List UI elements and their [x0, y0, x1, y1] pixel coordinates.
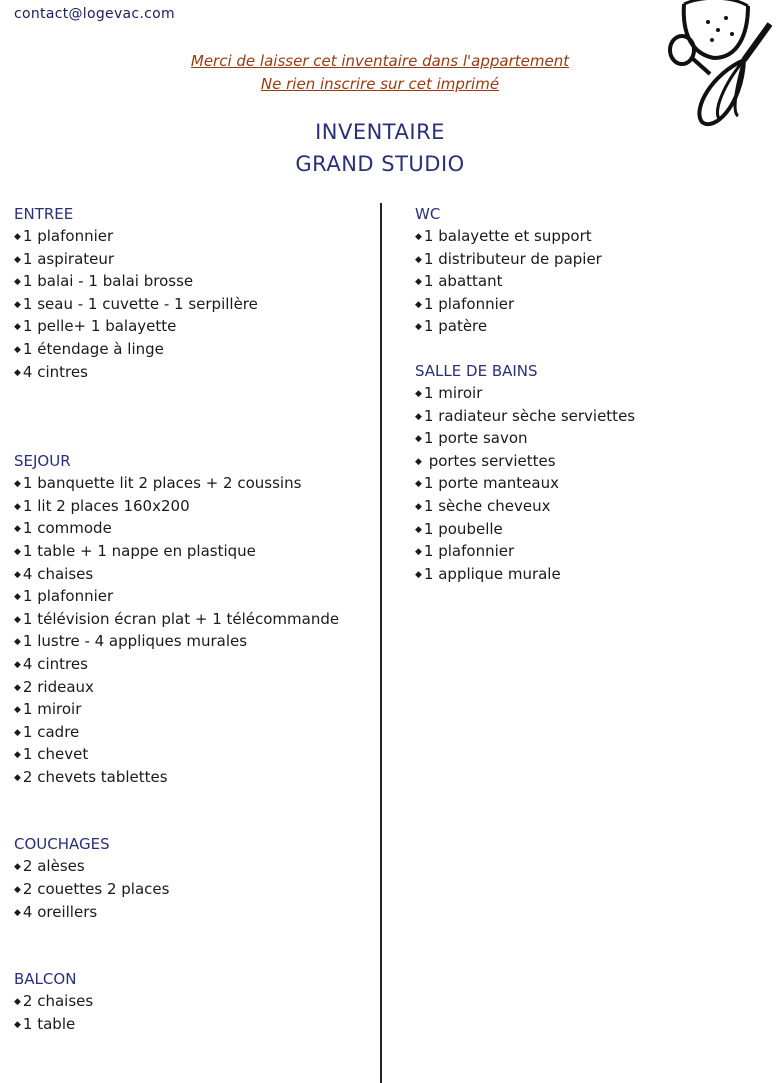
- list-item: [14, 653, 374, 676]
- list-item: [14, 585, 374, 608]
- section-title: WC: [415, 205, 441, 223]
- section-title: SEJOUR: [14, 452, 71, 471]
- list-item: [14, 315, 374, 338]
- list-item: [415, 382, 775, 405]
- list-item: [14, 293, 374, 316]
- list-item-text: 1 radiateur sèche serviettes: [423, 406, 636, 425]
- bullet-icon: ◆: [14, 682, 21, 693]
- list-item: [14, 540, 374, 563]
- bullet-icon: ◆: [14, 299, 21, 310]
- list-item: [415, 472, 775, 495]
- bullet-icon: ◆: [14, 907, 21, 918]
- list-item-text: 4 cintres: [22, 654, 88, 673]
- list-item: [14, 472, 374, 495]
- bullet-icon: ◆: [415, 388, 422, 399]
- list-item-text: 1 distributeur de papier: [423, 249, 602, 268]
- bullet-icon: ◆: [415, 501, 422, 512]
- bullet-icon: ◆: [14, 546, 21, 557]
- bullet-icon: ◆: [14, 501, 21, 512]
- bowl-whisk-icon: [662, 0, 781, 129]
- list-item-text: 1 pelle+ 1 balayette: [22, 317, 177, 336]
- list-item-text: 1 banquette lit 2 places + 2 coussins: [22, 474, 302, 493]
- list-item-text: 1 cadre: [22, 722, 80, 741]
- list-item: [415, 540, 775, 563]
- list-item: [14, 901, 374, 924]
- list-item: [14, 225, 374, 248]
- bullet-icon: ◆: [415, 547, 422, 558]
- section-balcon: [14, 968, 374, 1035]
- bullet-icon: ◆: [415, 232, 422, 242]
- notice-keep-inventory: Merci de laisser cet inventaire dans l'appartement: [190, 52, 570, 70]
- list-item: [415, 293, 775, 316]
- section-title: BALCON: [14, 970, 77, 989]
- bullet-icon: ◆: [415, 479, 422, 490]
- list-item: [415, 450, 775, 473]
- list-item: [14, 495, 374, 518]
- list-item-text: 2 chaises: [22, 992, 94, 1011]
- list-item: [14, 676, 374, 699]
- page-title: INVENTAIRE: [315, 120, 445, 144]
- bullet-icon: ◆: [415, 411, 422, 422]
- page-subtitle: GRAND STUDIO: [295, 152, 465, 176]
- list-item-text: 2 rideaux: [22, 677, 94, 696]
- list-item: [415, 225, 775, 248]
- bullet-icon: ◆: [14, 254, 21, 265]
- left-column: [14, 203, 374, 1035]
- list-item: [415, 518, 775, 541]
- right-column: [415, 203, 775, 585]
- list-item: [14, 608, 374, 631]
- bullet-icon: ◆: [14, 322, 21, 333]
- list-item: [14, 1013, 374, 1036]
- list-item-text: 1 poubelle: [423, 519, 503, 538]
- bullet-icon: ◆: [14, 862, 21, 873]
- bullet-icon: ◆: [415, 434, 422, 445]
- list-item: [14, 248, 374, 271]
- list-item: [14, 630, 374, 653]
- list-item: [14, 563, 374, 586]
- list-item-text: 1 plafonnier: [22, 227, 114, 245]
- list-item-text: 4 oreillers: [22, 902, 98, 921]
- list-item-text: 1 aspirateur: [22, 249, 115, 268]
- bullet-icon: ◆: [14, 344, 21, 355]
- list-item-text: 1 table + 1 nappe en plastique: [22, 541, 256, 560]
- section-sejour: [14, 450, 374, 788]
- list-item-text: 1 abattant: [423, 272, 503, 291]
- list-item: [14, 855, 374, 878]
- list-item: [415, 248, 775, 271]
- list-item-text: 1 table: [22, 1014, 76, 1033]
- bullet-icon: ◆: [14, 479, 21, 490]
- bullet-icon: ◆: [14, 997, 21, 1008]
- list-item-text: 2 alèses: [22, 857, 85, 876]
- list-item: [415, 427, 775, 450]
- bullet-icon: ◆: [415, 524, 422, 535]
- list-item-text: 1 commode: [22, 519, 112, 538]
- bullet-icon: ◆: [14, 592, 21, 603]
- list-item: [14, 517, 374, 540]
- list-item: [415, 495, 775, 518]
- section-title: ENTREE: [14, 205, 74, 223]
- bullet-icon: ◆: [14, 614, 21, 625]
- bullet-icon: ◆: [415, 299, 422, 310]
- list-item: [415, 270, 775, 293]
- list-item: [14, 338, 374, 361]
- bullet-icon: ◆: [14, 772, 21, 783]
- bullet-icon: ◆: [415, 254, 422, 265]
- list-item-text: 1 chevet: [22, 745, 89, 764]
- list-item: [14, 878, 374, 901]
- bullet-icon: ◆: [14, 727, 21, 738]
- section-entree: [14, 203, 374, 383]
- list-item: [14, 270, 374, 293]
- list-item: [415, 405, 775, 428]
- bullet-icon: ◆: [415, 322, 422, 333]
- bullet-icon: ◆: [14, 569, 21, 580]
- list-item-text: 1 plafonnier: [423, 294, 515, 313]
- bullet-icon: ◆: [14, 885, 21, 896]
- contact-email: contact@logevac.com: [14, 6, 175, 22]
- list-item-text: 1 patère: [423, 317, 488, 336]
- list-item-text: 1 seau - 1 cuvette - 1 serpillère: [22, 294, 258, 313]
- bullet-icon: ◆: [415, 277, 422, 288]
- bullet-icon: ◆: [14, 277, 21, 288]
- list-item-text: 1 lustre - 4 appliques murales: [22, 632, 248, 651]
- bullet-icon: ◆: [415, 456, 422, 467]
- list-item: [14, 361, 374, 384]
- list-item-text: 1 balayette et support: [423, 227, 592, 245]
- bullet-icon: ◆: [14, 750, 21, 761]
- list-item: [14, 698, 374, 721]
- list-item-text: 1 étendage à linge: [22, 339, 164, 358]
- list-item-text: 1 porte savon: [423, 429, 528, 448]
- section-title: COUCHAGES: [14, 835, 110, 854]
- section-couchages: [14, 833, 374, 923]
- bullet-icon: ◆: [14, 705, 21, 716]
- bullet-icon: ◆: [415, 569, 422, 580]
- notice-do-not-write: Ne rien inscrire sur cet imprimé: [260, 75, 500, 93]
- bullet-icon: ◆: [14, 232, 21, 242]
- list-item-text: 2 chevets tablettes: [22, 767, 168, 786]
- list-item-text: 4 cintres: [22, 362, 88, 381]
- bullet-icon: ◆: [14, 659, 21, 670]
- list-item-text: 1 sèche cheveux: [423, 496, 551, 515]
- list-item: [14, 766, 374, 789]
- list-item-text: 1 lit 2 places 160x200: [22, 496, 190, 515]
- list-item: [14, 743, 374, 766]
- list-item-text: 1 applique murale: [423, 564, 561, 583]
- list-item-text: portes serviettes: [423, 451, 556, 470]
- section-salle-de-bains: [415, 360, 775, 585]
- list-item-text: 4 chaises: [22, 564, 94, 583]
- bullet-icon: ◆: [14, 524, 21, 535]
- list-item: [14, 721, 374, 744]
- list-item-text: 1 miroir: [423, 383, 483, 402]
- list-item-text: 1 miroir: [22, 700, 82, 719]
- list-item-text: 2 couettes 2 places: [22, 880, 170, 899]
- bullet-icon: ◆: [14, 1019, 21, 1030]
- list-item: [415, 563, 775, 586]
- list-item: [415, 315, 775, 338]
- list-item-text: 1 plafonnier: [22, 587, 114, 606]
- column-divider: [380, 203, 382, 1083]
- list-item-text: 1 plafonnier: [423, 542, 515, 561]
- bullet-icon: ◆: [14, 367, 21, 378]
- list-item-text: 1 porte manteaux: [423, 474, 559, 493]
- section-title: SALLE DE BAINS: [415, 361, 538, 380]
- section-wc: [415, 203, 775, 338]
- list-item-text: 1 télévision écran plat + 1 télécommande: [22, 609, 340, 628]
- list-item-text: 1 balai - 1 balai brosse: [22, 272, 194, 291]
- bullet-icon: ◆: [14, 637, 21, 648]
- list-item: [14, 990, 374, 1013]
